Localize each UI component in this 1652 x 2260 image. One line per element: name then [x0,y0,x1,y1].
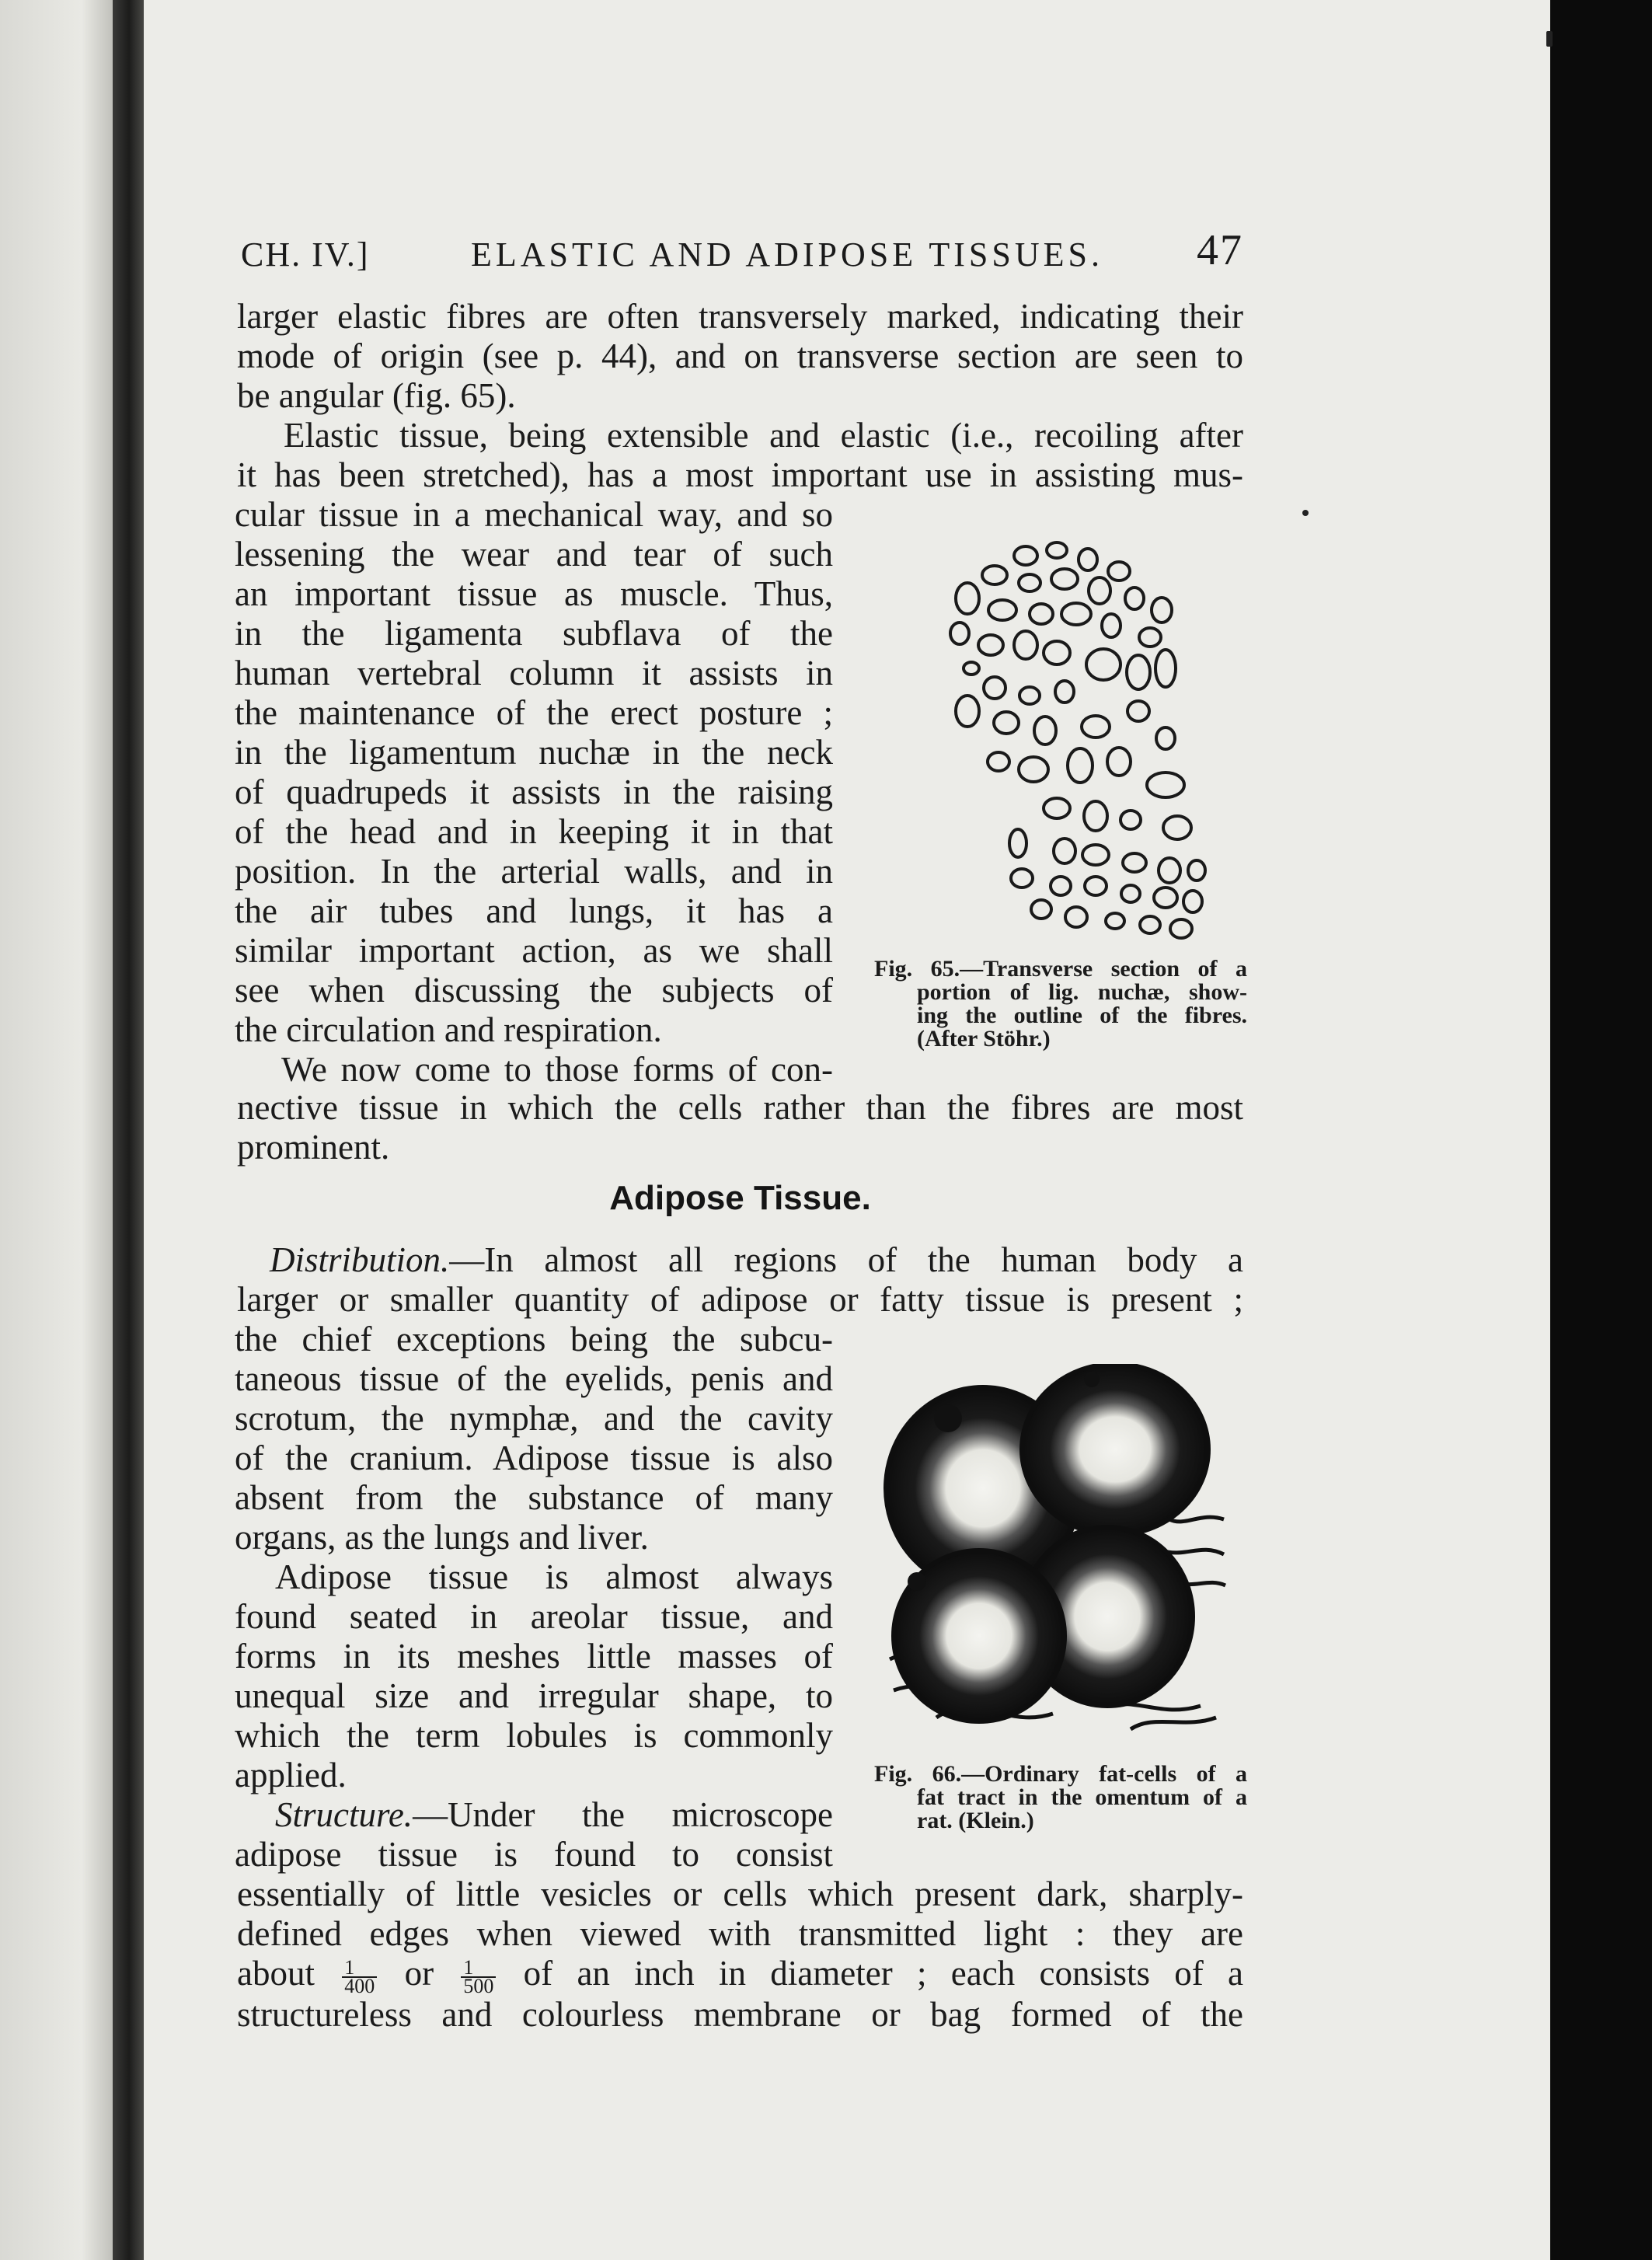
text-line: applied. [235,1756,347,1794]
text-line: human vertebral column it assists in [235,654,833,692]
text-line: an important tissue as muscle. Thus, [235,574,833,613]
text-line: the maintenance of the erect posture ; [235,693,833,732]
text-line: the circulation and respiration. [235,1010,662,1049]
paragraph-elastic-fibres [237,297,1243,416]
running-title: ELASTIC AND ADIPOSE TISSUES. [471,235,1103,274]
text-line: forms in its meshes little masses of [235,1637,833,1676]
fraction-numerator: 1 [461,1959,496,1978]
figure-65-caption [874,957,1247,1051]
chapter-marker: CH. IV.] [241,235,370,274]
text-line: prominent. [237,1128,390,1167]
text-line: of quadrupeds it assists in the raising [235,773,833,811]
text-line: Adipose tissue is almost always [275,1557,833,1596]
structure-lead: Structure. [275,1795,413,1834]
text-line: which the term lobules is commonly [235,1716,833,1755]
book-binding-shadow [113,0,145,2260]
text-line [237,1954,1243,1995]
text-line: the air tubes and lungs, it has a [235,891,833,930]
text-run: —Under the microscope [413,1795,833,1834]
caption-line: rat. (Klein.) [917,1808,1034,1833]
figure-66-fat-cells [874,1364,1228,1733]
text-line [235,1795,833,1835]
facing-page-edge [0,0,117,2260]
text-line: essentially of little vesicles or cells which present dark, sharply- [237,1875,1243,1913]
caption-line: portion of lig. nuchæ, show- [917,979,1247,1005]
figure-65-elastic-fibres [901,536,1212,944]
caption-line: fat tract in the omentum of a [917,1784,1247,1810]
text-line: lessening the wear and tear of such [235,535,833,574]
fraction-numerator: 1 [342,1959,377,1978]
text-line: in the ligamentum nuchæ in the neck [235,733,833,772]
caption-line: ing the outline of the fibres. [917,1003,1247,1028]
paragraph-distribution-column [235,1320,833,1875]
text-line: similar important action, as we shall [235,931,833,970]
text-line: larger or smaller quantity of adipose or fatty tissue is present ; [237,1280,1243,1319]
text-line: unequal size and irregular shape, to [235,1676,833,1715]
caption-line: Fig. 65.—Transverse section of a [874,956,1247,982]
fraction-one-four-hundredth [342,1955,377,1997]
text-line: larger elastic fibres are often transversely marked, indicating their [237,297,1243,336]
text-line: absent from the substance of many [235,1478,833,1517]
fraction-one-five-hundredth [461,1955,496,1997]
figure-66-caption [874,1763,1247,1833]
running-header [241,225,1243,280]
paragraph-distribution [237,1240,1243,1320]
paragraph-elastic-use-column [235,495,833,1090]
text-line: the chief exceptions being the subcu- [235,1320,833,1358]
scan-background [1550,0,1652,2260]
page-number: 47 [1197,226,1243,274]
text-line: taneous tissue of the eyelids, penis and [235,1359,833,1398]
text-line: structureless and colourless membrane or bag formed of the [237,1994,1243,2034]
text-line: Elastic tissue, being extensible and elastic (i.e., recoiling after [284,416,1243,455]
text-line: cular tissue in a mechanical way, and so [235,495,833,534]
text-line: organs, as the lungs and liver. [235,1518,649,1557]
scan-speck [1546,31,1553,47]
text-line: defined edges when viewed with transmitted light : they are [237,1914,1243,1953]
fraction-denominator: 500 [463,1974,494,1997]
distribution-lead: Distribution. [270,1240,450,1279]
text-line: adipose tissue is found to consist [235,1835,833,1874]
text-run: or [404,1954,434,1993]
text-run: about [237,1954,315,1993]
section-heading: Adipose Tissue. [609,1179,871,1217]
text-run: —In almost all regions of the human body a [449,1240,1243,1279]
text-run: of an inch in diameter ; each consists of a [523,1954,1244,1993]
scan-speck [1302,510,1309,516]
text-line: see when discussing the subjects of [235,971,833,1010]
caption-line: Fig. 66.—Ordinary fat-cells of a [874,1761,1247,1787]
fraction-denominator: 400 [344,1974,375,1997]
caption-line: (After Stöhr.) [917,1026,1051,1052]
paragraph-structure [237,1875,1243,2035]
text-line: found seated in areolar tissue, and [235,1597,833,1636]
text-line: of the cranium. Adipose tissue is also [235,1439,833,1477]
text-line: We now come to those forms of con- [281,1050,833,1089]
text-line: position. In the arterial walls, and in [235,852,833,891]
text-line: in the ligamenta subflava of the [235,614,833,653]
text-line: be angular (fig. 65). [237,376,516,415]
text-line [237,1240,1243,1280]
text-line: of the head and in keeping it in that [235,812,833,851]
text-line: it has been stretched), has a most important use in assisting mus- [237,455,1243,494]
text-line: mode of origin (see p. 44), and on transverse section are seen to [237,337,1243,375]
text-line: nective tissue in which the cells rather than the fibres are most [237,1088,1243,1127]
paragraph-elastic-use [237,416,1243,495]
paragraph-cells-forms [237,1088,1243,1167]
text-line: scrotum, the nymphæ, and the cavity [235,1399,833,1438]
